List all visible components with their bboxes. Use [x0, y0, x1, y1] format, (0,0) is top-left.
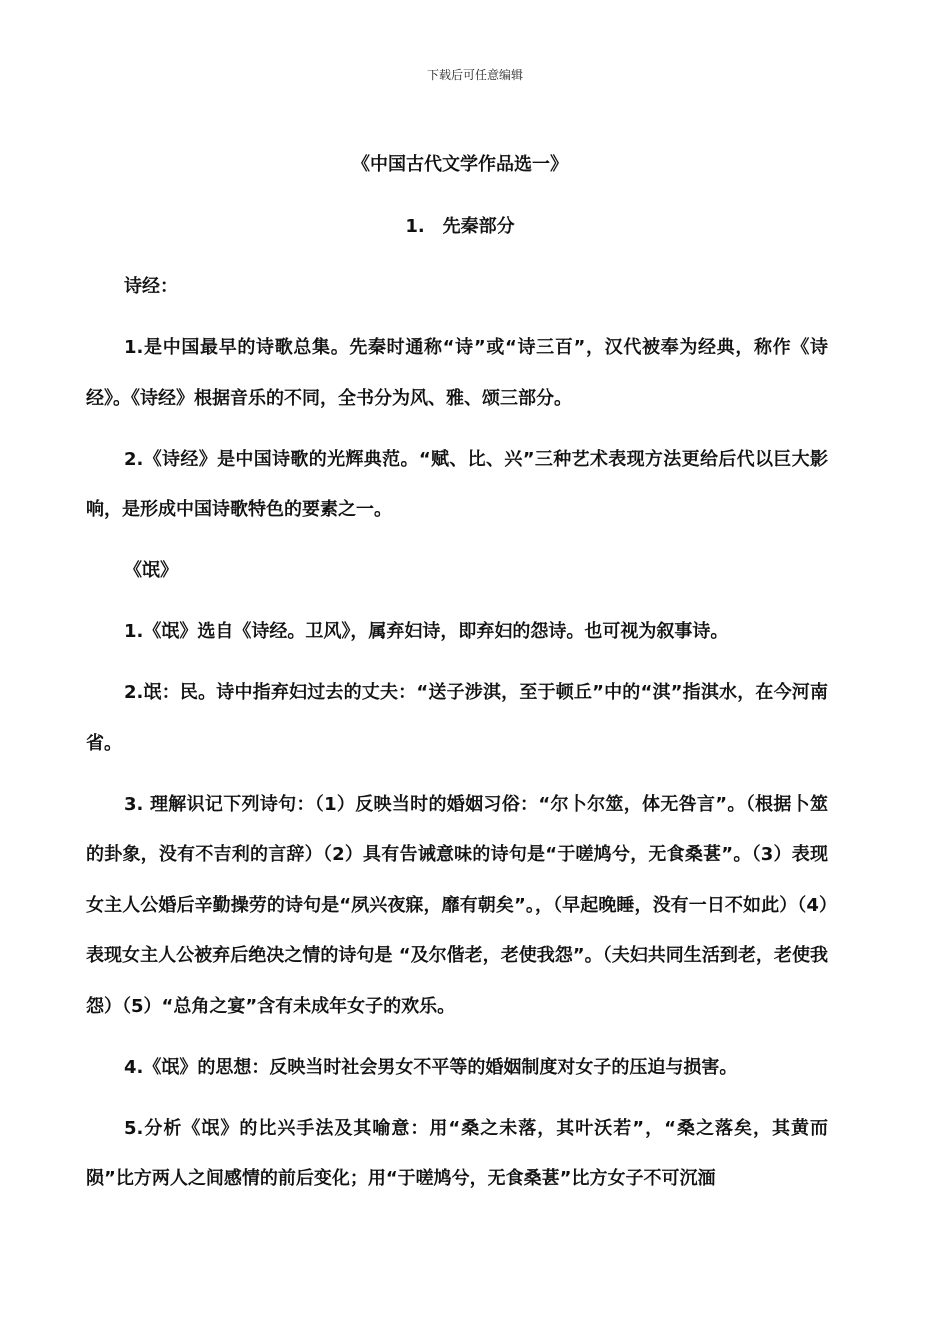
section-heading: 1. 先秦部分 [405, 216, 515, 237]
paragraph: 1.《氓》选自《诗经。卫风》，属弃妇诗，即弃妇的怨诗。也可视为叙事诗。 [124, 621, 729, 642]
paragraph: 1.是中国最早的诗歌总集。先秦时通称“诗”或“诗三百”，汉代被奉为经典，称作《诗经》。《诗经》根据音乐的不同，全书分为风、雅、颂三部分。 [86, 337, 828, 409]
document-body [86, 262, 828, 1215]
header-note: 下载后可任意编辑 [426, 68, 523, 82]
paragraph: 2.氓：民。诗中指弃妇过去的丈夫：“送子涉淇，至于顿丘”中的“淇”指淇水，在今河南省。 [86, 682, 828, 754]
subsection-heading-meng: 《氓》 [124, 560, 178, 581]
paragraph: 5.分析《氓》的比兴手法及其喻意：用“桑之未落，其叶沃若”，“桑之落矣，其黄而陨”比方两人之间感情的前后变化；用“于嗟鸠兮，无食桑葚”比方女子不可沉湎 [86, 1117, 828, 1189]
paragraph: 4.《氓》的思想：反映当时社会男女不平等的婚姻制度对女子的压迫与损害。 [124, 1056, 738, 1078]
paragraph: 3. 理解识记下列诗句：（1）反映当时的婚姻习俗：“尔卜尔筮，体无咎言”。（根据卜筮的卦象，没有不吉利的言辞）（2）具有告诫意味的诗句是“于嗟鸠兮，无食桑葚”。（3）表现女主人公婚后辛勤操劳的诗句是“夙兴夜寐，靡有朝矣”。，（早起晚睡，没有一日不如此）（4）表现女主人公被弃后绝决之情的诗句是 “及尔偕老，老使我怨”。（夫妇共同生活到老，老使我怨）（5）“总角之宴”含有未成年女子的欢乐。 [86, 793, 828, 1017]
document-title: 《中国古代文学作品选一》 [352, 154, 568, 175]
paragraph: 2.《诗经》是中国诗歌的光辉典范。“赋、比、兴”三种艺术表现方法更给后代以巨大影响，是形成中国诗歌特色的要素之一。 [86, 448, 828, 520]
subsection-heading-shijing: 诗经： [124, 276, 178, 297]
